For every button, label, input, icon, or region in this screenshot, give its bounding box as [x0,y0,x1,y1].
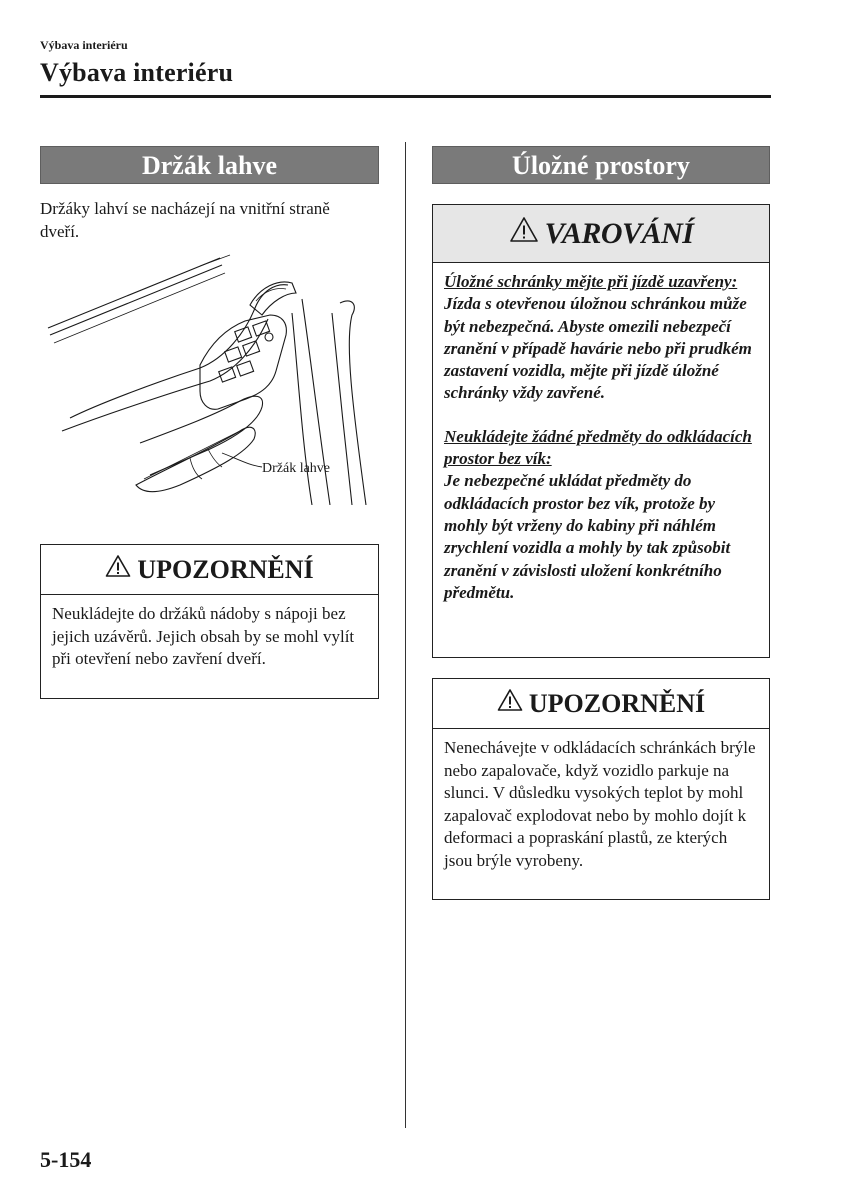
caution-box-storage [432,678,770,900]
page-number: 5-154 [40,1147,92,1172]
section-title-bottle-holder: Držák lahve [40,146,379,184]
warning-paragraph: Je nebezpečné ukládat předměty do odkládacích prostor bez vík, protože by mohly být vrženy do kabiny při náhlém zrychlení vozidla a mohly by tak způsobit zranění v závislosti uložení konkrétního předmětu. [444,471,731,602]
caution-box-bottle-holder [40,544,379,699]
caution-body: Neukládejte do držáků nádoby s nápoji bez jejich uzávěrů. Jejich obsah by se mohl vylít při otevření nebo zavření dveří. [52,604,355,668]
column-divider [405,142,406,1128]
caution-header [433,679,769,729]
running-head: Výbava interiéru [40,38,128,52]
warning-triangle-icon [509,216,539,251]
warning-body [433,263,769,612]
warning-triangle-icon [105,554,131,585]
caution-title: UPOZORNĚNÍ [137,554,314,584]
warning-box-storage [432,204,770,658]
caution-header [41,545,378,595]
figure-label-bottle-holder: Držák lahve [262,461,331,476]
warning-triangle-icon [497,688,523,719]
bottle-holder-intro: Držáky lahví se nacházejí na vnitřní straně dveří. [40,199,330,241]
door-bottle-holder-illustration [40,253,380,505]
title-rule [40,95,771,98]
warning-subheading: Úložné schránky mějte při jízdě uzavřeny: [444,272,738,291]
page-title: Výbava interiéru [40,58,234,87]
warning-paragraph: Jízda s otevřenou úložnou schránkou může být nebezpečná. Abyste omezili nebezpečí zranění v případě havárie nebo při prudkém zastavení vozidla, mějte při jízdě úložné schránky vždy zavřené. [444,294,752,403]
warning-header [433,205,769,263]
caution-title: UPOZORNĚNÍ [528,688,706,718]
warning-subheading: Neukládejte žádné předměty do odkládacích prostor bez vík: [444,426,752,469]
section-title-storage: Úložné prostory [432,146,770,184]
caution-body: Nenechávejte v odkládacích schránkách brýle nebo zapalovače, když vozidlo parkuje na slunci. V důsledku vysokých teplot by mohl zapalovač explodovat nebo by mohlo dojít k deformaci a popraskání plastů, ze kterých jsou brýle vyrobeny. [444,738,756,870]
warning-title: VAROVÁNÍ [544,216,694,250]
